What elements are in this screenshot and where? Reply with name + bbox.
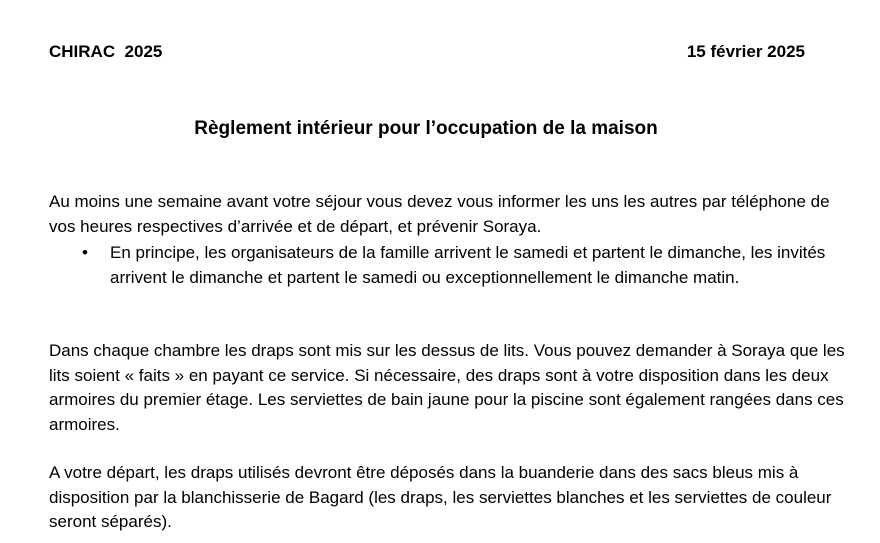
paragraph-arrival: Au moins une semaine avant votre séjour vous devez vous informer les uns les autres par téléphone de vos heures respectives d’arrivée et de départ, et prévenir Soraya. [49, 192, 830, 236]
bullet-item [49, 241, 849, 290]
header-left: CHIRAC 2025 [49, 42, 163, 61]
bullet-dot-icon: • [82, 243, 88, 262]
document-title: Règlement intérieur pour l’occupation de la maison [194, 118, 658, 139]
paragraph-sheets: Dans chaque chambre les draps sont mis sur les dessus de lits. Vous pouvez demander à Soraya que les lits soient « faits » en payant ce service. Si nécessaire, des draps sont à votre disposition dans les deux armoires du premier étage. Les serviettes de bain jaune pour la piscine sont également rangées dans ces armoires. [49, 341, 845, 434]
bullet-list [49, 241, 849, 290]
bullet-text: En principe, les organisateurs de la famille arrivent le samedi et partent le dimanche, les invités arrivent le dimanche et partent le samedi ou exceptionnellement le dimanche matin. [110, 243, 826, 287]
paragraph-departure: A votre départ, les draps utilisés devront être déposés dans la buanderie dans des sacs bleus mis à disposition par la blanchisserie de Bagard (les draps, les serviettes blanches et les serviettes de couleur seront séparés). [49, 463, 832, 531]
header-date: 15 février 2025 [686, 42, 805, 61]
